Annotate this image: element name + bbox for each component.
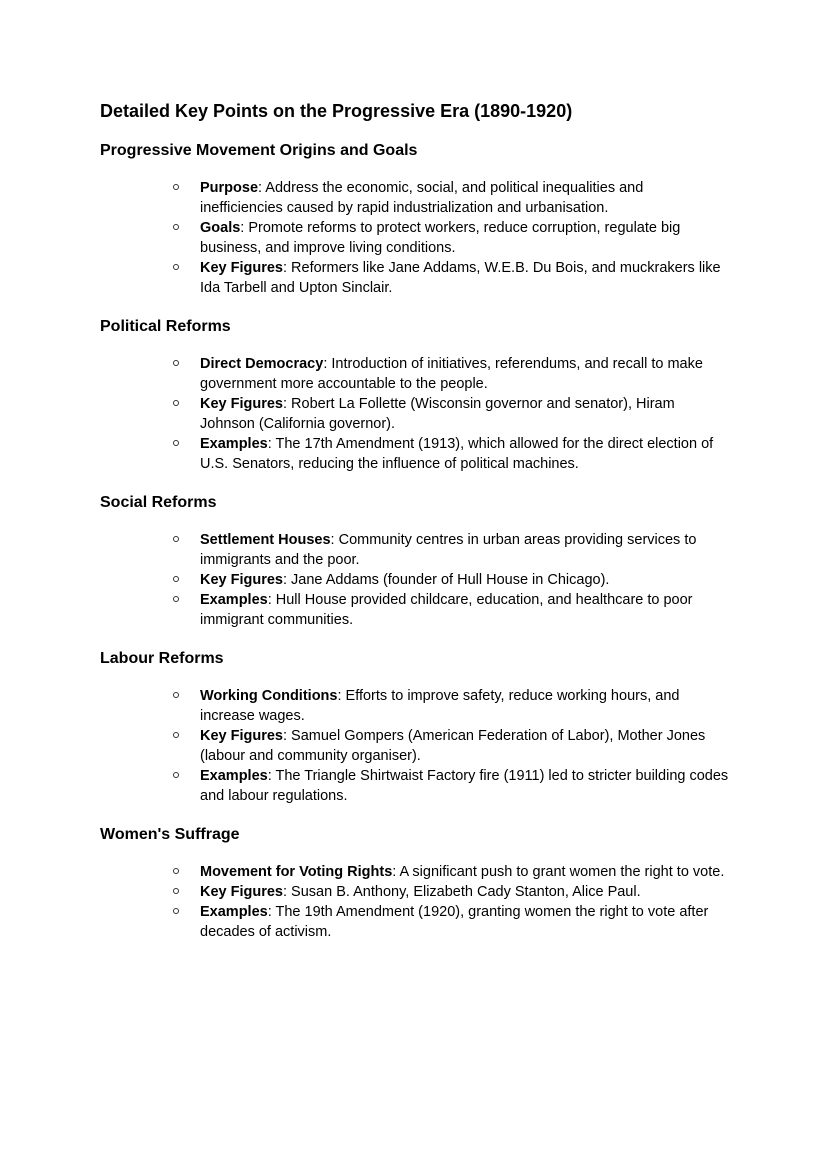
item-term: Goals: [200, 220, 241, 236]
section-heading: Labour Reforms: [100, 650, 224, 667]
hollow-circle-bullet-icon: [173, 868, 179, 874]
hollow-circle-bullet-icon: [173, 400, 179, 406]
list-item: [200, 258, 730, 298]
bullet-list: [100, 354, 740, 474]
item-term: Purpose: [200, 180, 259, 196]
item-term: Examples: [200, 904, 268, 920]
hollow-circle-bullet-icon: [173, 536, 179, 542]
bullet-list: [100, 686, 740, 806]
sections: [100, 141, 740, 942]
list-item: [200, 726, 730, 766]
item-term: Examples: [200, 436, 268, 452]
list-item: [200, 394, 730, 434]
hollow-circle-bullet-icon: [173, 360, 179, 366]
item-text: : The 19th Amendment (1920), granting women the right to vote after decades of activism.: [200, 904, 709, 940]
hollow-circle-bullet-icon: [173, 596, 179, 602]
hollow-circle-bullet-icon: [173, 692, 179, 698]
item-text: : A significant push to grant women the right to vote.: [392, 864, 725, 880]
item-text: : Address the economic, social, and political inequalities and inefficiencies caused by rapid industrialization and urbanisation.: [200, 180, 644, 216]
document: [100, 100, 740, 961]
list-item: [200, 882, 730, 902]
item-term: Key Figures: [200, 396, 283, 412]
bullet-list: [100, 862, 740, 942]
item-text: : Jane Addams (founder of Hull House in Chicago).: [283, 572, 610, 588]
item-term: Settlement Houses: [200, 532, 331, 548]
section-heading: Social Reforms: [100, 494, 217, 511]
item-text: : Reformers like Jane Addams, W.E.B. Du Bois, and muckrakers like Ida Tarbell and Upton Sinclair.: [200, 260, 721, 296]
list-item: [200, 354, 730, 394]
item-term: Examples: [200, 592, 268, 608]
hollow-circle-bullet-icon: [173, 184, 179, 190]
item-term: Direct Democracy: [200, 356, 324, 372]
hollow-circle-bullet-icon: [173, 908, 179, 914]
item-term: Examples: [200, 768, 268, 784]
section-heading: Political Reforms: [100, 318, 231, 335]
item-text: : Susan B. Anthony, Elizabeth Cady Stanton, Alice Paul.: [283, 884, 641, 900]
item-text: : The Triangle Shirtwaist Factory fire (1911) led to stricter building codes and labour regulations.: [200, 768, 729, 804]
list-item: [200, 590, 730, 630]
hollow-circle-bullet-icon: [173, 732, 179, 738]
bullet-list: [100, 178, 740, 298]
item-text: : Community centres in urban areas providing services to immigrants and the poor.: [200, 532, 697, 568]
item-term: Key Figures: [200, 260, 283, 276]
list-item: [200, 218, 730, 258]
list-item: [200, 178, 730, 218]
bullet-list: [100, 530, 740, 630]
item-term: Key Figures: [200, 572, 283, 588]
list-item: [200, 530, 730, 570]
item-text: : Samuel Gompers (American Federation of Labor), Mother Jones (labour and community organiser).: [200, 728, 706, 764]
hollow-circle-bullet-icon: [173, 264, 179, 270]
item-term: Movement for Voting Rights: [200, 864, 393, 880]
hollow-circle-bullet-icon: [173, 888, 179, 894]
item-text: : The 17th Amendment (1913), which allowed for the direct election of U.S. Senators, reducing the influence of political machines.: [200, 436, 714, 472]
section-heading: Women's Suffrage: [100, 826, 240, 843]
list-item: [200, 862, 730, 882]
section-heading: Progressive Movement Origins and Goals: [100, 142, 418, 159]
hollow-circle-bullet-icon: [173, 224, 179, 230]
item-term: Key Figures: [200, 884, 283, 900]
document-title: Detailed Key Points on the Progressive Era (1890-1920): [100, 101, 573, 121]
list-item: [200, 570, 730, 590]
item-term: Key Figures: [200, 728, 283, 744]
item-text: : Hull House provided childcare, education, and healthcare to poor immigrant communities.: [200, 592, 693, 628]
item-text: : Introduction of initiatives, referendums, and recall to make government more accountable to the people.: [200, 356, 703, 392]
hollow-circle-bullet-icon: [173, 772, 179, 778]
hollow-circle-bullet-icon: [173, 576, 179, 582]
list-item: [200, 434, 730, 474]
item-text: : Efforts to improve safety, reduce working hours, and increase wages.: [200, 688, 680, 724]
item-text: : Promote reforms to protect workers, reduce corruption, regulate big business, and improve living conditions.: [200, 220, 681, 256]
list-item: [200, 766, 730, 806]
hollow-circle-bullet-icon: [173, 440, 179, 446]
item-term: Working Conditions: [200, 688, 338, 704]
list-item: [200, 902, 730, 942]
item-text: : Robert La Follette (Wisconsin governor and senator), Hiram Johnson (California governor).: [200, 396, 675, 432]
list-item: [200, 686, 730, 726]
